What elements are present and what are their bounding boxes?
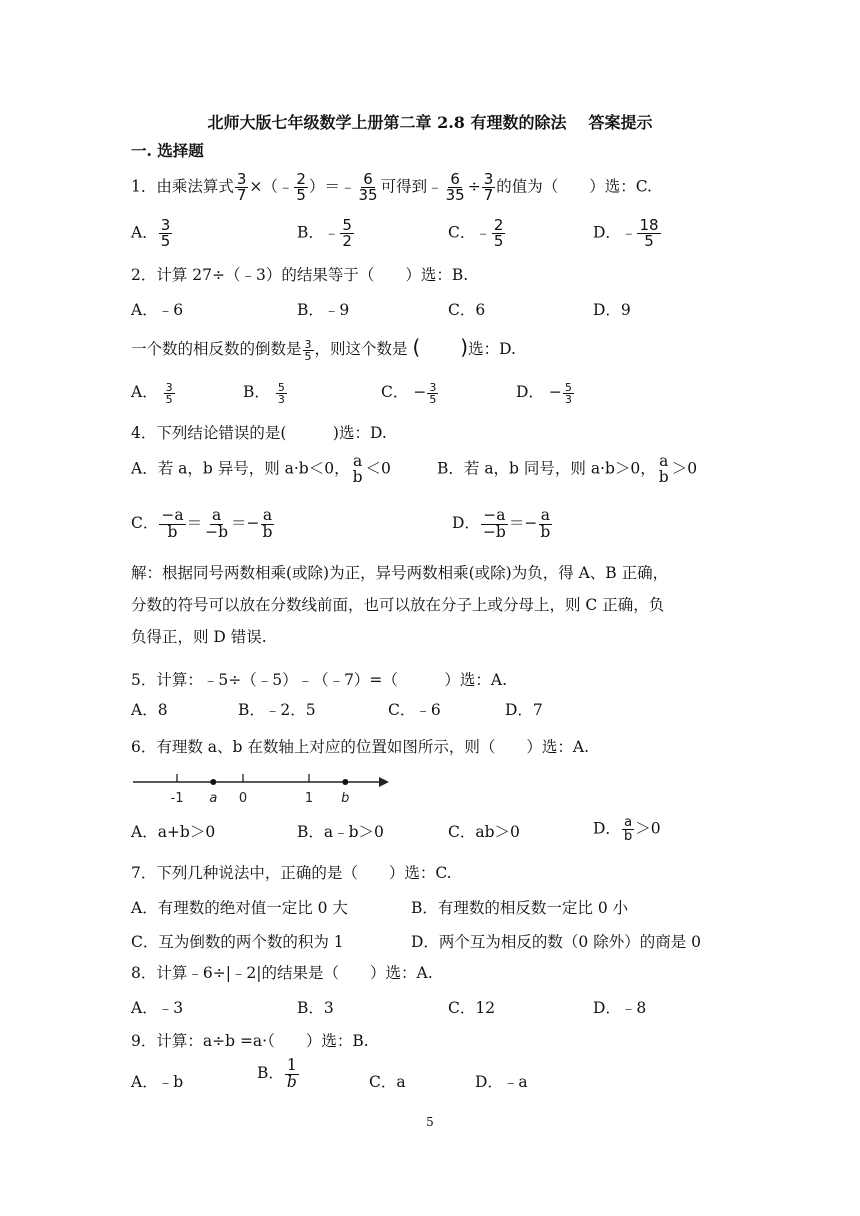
q6-option-c: C．ab＞0 [448, 823, 520, 841]
den: 7 [483, 186, 494, 204]
question-2: 2．计算 27÷（﹣3）的结果等于（ ）选：B. [131, 266, 469, 284]
q7-option-a: A．有理数的绝对值一定比 0 大 [131, 899, 348, 917]
sign: − [548, 383, 562, 401]
den: 5 [160, 232, 171, 250]
label: B． [297, 223, 324, 242]
den: 5 [304, 349, 312, 363]
q2-option-c: C．6 [448, 301, 486, 319]
q4-solution-line-2: 分数的符号可以放在分数线前面，也可以放在分子上或分母上，则 C 正确，负 [131, 596, 665, 614]
q1-div: ÷ [467, 177, 481, 196]
q6-option-a: A．a+b＞0 [131, 823, 216, 841]
q2-option-b: B．﹣9 [297, 301, 350, 319]
den: −b [205, 522, 229, 541]
den: 5 [165, 392, 173, 406]
q9-option-d: D．﹣a [475, 1073, 528, 1091]
q1-option-b [297, 218, 355, 249]
q5-option-d: D．7 [505, 701, 543, 719]
post: ＞0 [635, 819, 661, 838]
question-9: 9．计算：a÷b =a·（ ）选：B. [131, 1032, 369, 1050]
num: 5 [342, 216, 352, 234]
num: 1 [286, 1056, 297, 1074]
num: 3 [429, 380, 437, 394]
num: 3 [304, 337, 312, 351]
den: 35 [445, 186, 465, 204]
q3-option-d [516, 380, 575, 405]
q5-option-a: A．8 [131, 701, 168, 719]
q6-option-b: B．a﹣b＞0 [297, 823, 384, 841]
q3-frac [303, 339, 314, 362]
num: a [540, 506, 550, 524]
den: 5 [296, 186, 306, 204]
q1-frac-5 [482, 172, 496, 203]
q1-frac-1 [235, 172, 249, 203]
q4-option-a [131, 454, 391, 485]
num: 6 [450, 170, 460, 188]
q3-answer: 选：D. [468, 340, 516, 358]
q1-suffix: 的值为（ ）选：C. [496, 177, 652, 196]
q4-option-b [437, 454, 697, 485]
num: 6 [363, 170, 373, 188]
num: a [352, 452, 363, 470]
frac-2 [203, 508, 230, 540]
q6-option-d [593, 816, 661, 843]
q4-solution-line-3: 负得正，则 D 错误. [131, 628, 267, 646]
post: ＜0 [365, 459, 391, 478]
q1-mid2: 可得到﹣ [380, 177, 443, 196]
frac-3 [261, 508, 275, 540]
q1-option-c [448, 218, 506, 249]
frac [563, 382, 574, 405]
num: 3 [165, 380, 173, 394]
frac [159, 218, 173, 249]
frac [657, 454, 671, 485]
frac [351, 454, 365, 485]
frac [622, 816, 634, 843]
num: −a [161, 506, 184, 524]
label--1: -1 [170, 791, 184, 806]
q3-paren: ( ) [412, 335, 469, 359]
frac-1 [481, 508, 508, 540]
frac [637, 218, 660, 249]
den: 7 [236, 186, 247, 204]
q4-solution-line-1: 解：根据同号两数相乘(或除)为正，异号两数相乘(或除)为负，得 A、B 正确， [131, 564, 669, 582]
q8-option-c: C．12 [448, 999, 496, 1017]
q2-option-d: D．9 [593, 301, 631, 319]
sign: − [413, 383, 427, 401]
question-7: 7．下列几种说法中，正确的是（ ）选：C. [131, 864, 452, 882]
label: D． [593, 819, 621, 838]
q3-option-b [243, 380, 288, 405]
den: −b [482, 522, 506, 541]
num: 3 [160, 216, 171, 234]
q1-frac-3 [356, 172, 379, 203]
num: a [262, 506, 273, 524]
q9-option-b [257, 1058, 300, 1090]
num: 3 [483, 170, 494, 188]
num: 18 [639, 216, 659, 234]
eq2: ＝− [231, 514, 260, 532]
q7-option-c: C．互为倒数的两个数的积为 1 [131, 933, 344, 951]
num: 5 [277, 380, 285, 394]
den: 3 [564, 392, 572, 406]
label: D． [516, 383, 544, 401]
question-5: 5．计算：﹣5÷（﹣5）﹣（﹣7）=（ ）选：A. [131, 671, 508, 689]
sign: ﹣ [620, 223, 637, 242]
frac [340, 218, 354, 249]
eq: ＝ [186, 514, 203, 532]
q4-option-d [452, 508, 553, 540]
q1-mid: ）＝﹣ [308, 177, 356, 196]
num: a [211, 506, 222, 524]
frac-2 [538, 508, 552, 540]
label: C． [448, 223, 476, 242]
q7-option-b: B．有理数的相反数一定比 0 小 [411, 899, 629, 917]
label: B． [243, 383, 270, 401]
q1-times: ×（﹣ [249, 177, 294, 196]
question-1 [131, 172, 652, 203]
page-title [0, 110, 860, 133]
sign: ﹣ [475, 223, 491, 242]
question-3 [131, 336, 516, 362]
label: C． [381, 383, 409, 401]
title-text: 北师大版七年级数学上册第二章 2.8 有理数的除法 [207, 113, 567, 132]
section-heading: 一. 选择题 [131, 141, 204, 160]
den: b [623, 829, 633, 844]
den: b [286, 1072, 297, 1091]
den: b [658, 467, 669, 486]
den: 3 [277, 392, 285, 406]
frac [285, 1058, 299, 1090]
den: 35 [358, 186, 378, 204]
label: D． [452, 514, 480, 532]
den: 2 [342, 232, 352, 250]
label: B． [257, 1064, 284, 1082]
q3-text: 一个数的相反数的倒数是 [131, 340, 302, 358]
q1-frac-2 [294, 172, 308, 203]
q8-option-b: B．3 [297, 999, 334, 1017]
number-line [131, 770, 391, 806]
question-8: 8．计算﹣6÷|﹣2|的结果是（ ）选：A. [131, 964, 433, 982]
num: −a [483, 506, 506, 524]
q8-option-d: D．﹣8 [593, 999, 647, 1017]
num: a [624, 815, 633, 830]
question-6: 6．有理数 a、b 在数轴上对应的位置如图所示，则（ ）选：A. [131, 738, 590, 756]
post: ＞0 [671, 459, 698, 478]
den: b [167, 522, 178, 541]
frac [276, 382, 287, 405]
q2-option-a: A．﹣6 [131, 301, 184, 319]
label: A． [131, 383, 158, 401]
q7-option-d: D．两个互为相反的数（0 除外）的商是 0 [411, 933, 702, 951]
den: b [262, 522, 273, 541]
text: A．若 a，b 异号，则 a·b＜0， [131, 459, 350, 478]
den: 5 [644, 232, 654, 250]
point-a [210, 779, 216, 785]
q1-option-d [593, 218, 662, 249]
question-4: 4．下列结论错误的是( )选：D. [131, 424, 387, 442]
q1-option-a [131, 218, 173, 249]
frac [164, 382, 175, 405]
q8-option-a: A．﹣3 [131, 999, 184, 1017]
frac [427, 382, 438, 405]
q9-option-c: C．a [369, 1073, 406, 1091]
q5-option-c: C．﹣6 [388, 701, 441, 719]
text: B．若 a，b 同号，则 a·b＞0， [437, 459, 656, 478]
label: D． [593, 223, 621, 242]
q4-option-c [131, 508, 275, 540]
label-b: b [341, 791, 350, 806]
q9-option-a: A．﹣b [131, 1073, 184, 1091]
num: 5 [564, 380, 572, 394]
num: 2 [296, 170, 306, 188]
den: b [540, 522, 551, 541]
label: C． [131, 514, 159, 532]
den: 5 [493, 232, 504, 250]
q1-prefix: 1．由乘法算式 [131, 177, 234, 196]
eq: ＝− [508, 514, 538, 532]
title-hint: 答案提示 [588, 113, 653, 132]
label: A． [131, 223, 158, 242]
label-0: 0 [238, 791, 248, 806]
num: 3 [236, 170, 247, 188]
q3-text2: ，则这个数是 [314, 340, 408, 358]
page-number: 5 [426, 1115, 434, 1129]
q5-option-b: B．﹣2．5 [238, 701, 316, 719]
q3-option-c [381, 380, 439, 405]
axis-arrow [379, 777, 389, 787]
sign: ﹣ [323, 223, 340, 242]
den: b [352, 467, 363, 486]
label-1: 1 [304, 791, 314, 806]
q3-option-a [131, 380, 176, 405]
den: 5 [429, 392, 437, 406]
label-a: a [209, 791, 218, 806]
num: 2 [493, 216, 504, 234]
point-b [342, 779, 348, 785]
num: a [659, 452, 669, 470]
q1-frac-4 [444, 172, 467, 203]
frac [492, 218, 506, 249]
frac-1 [159, 508, 185, 540]
